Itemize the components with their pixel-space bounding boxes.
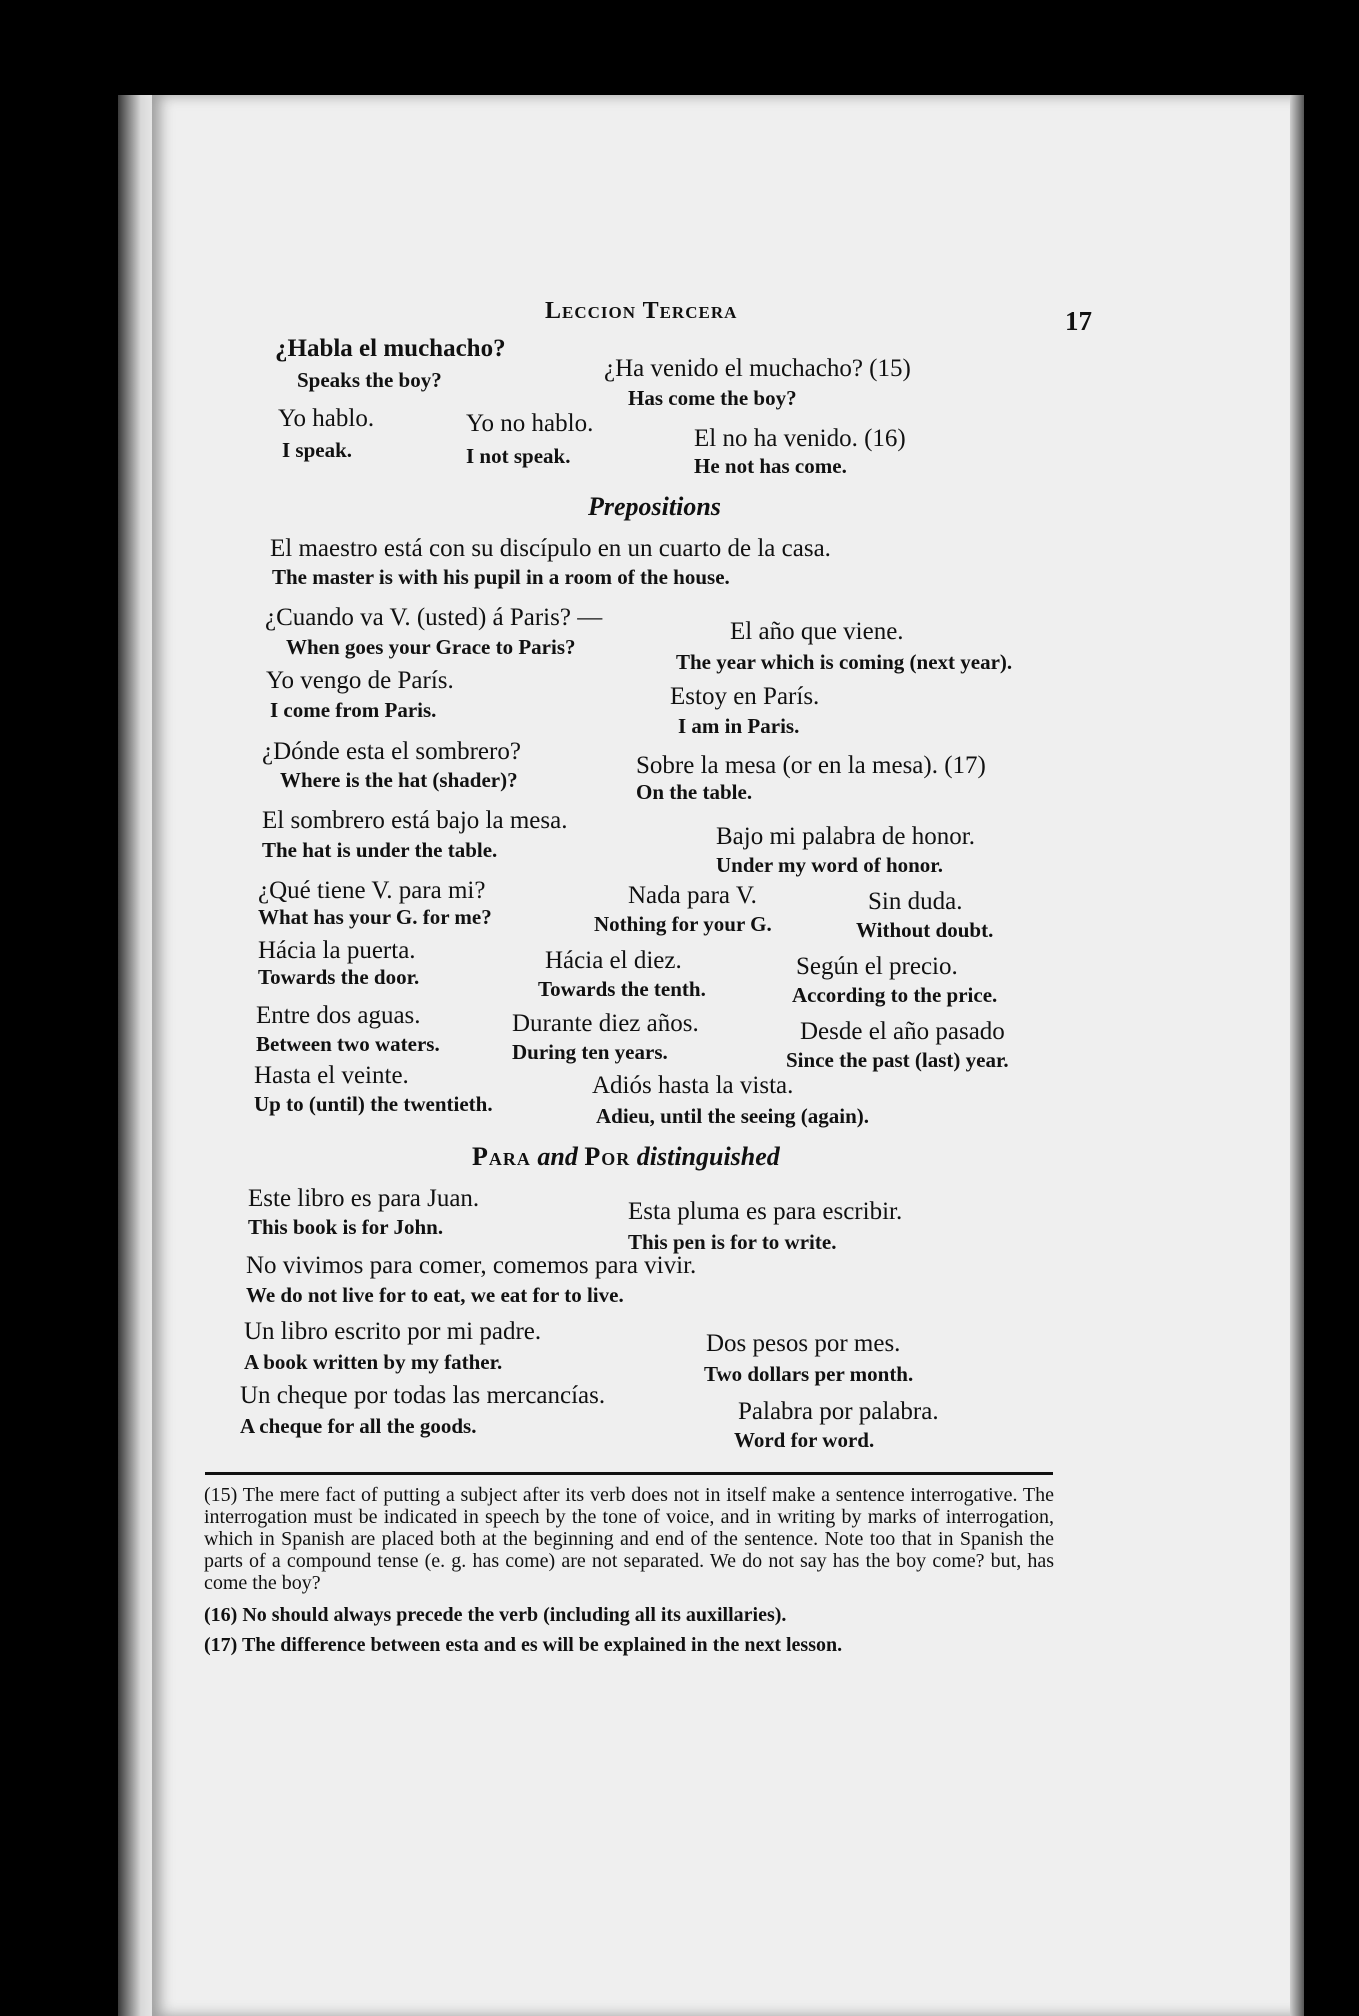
example-es: Este libro es para Juan. <box>248 1185 480 1212</box>
example-es: Bajo mi palabra de honor. <box>716 823 975 850</box>
example-es: Esta pluma es para escribir. <box>628 1198 903 1225</box>
footnote-16: (16) No should always precede the verb (including all its auxillaries). <box>204 1604 787 1626</box>
example-es: Un cheque por todas las mercancías. <box>240 1382 606 1409</box>
example-es: Entre dos aguas. <box>256 1002 421 1029</box>
example-es: Palabra por palabra. <box>738 1398 939 1425</box>
example-en: I come from Paris. <box>270 698 437 722</box>
example-es: El maestro está con su discípulo en un cuarto de la casa. <box>270 535 831 562</box>
footnote-15: (15) The mere fact of putting a subject after its verb does not in itself make a sentence interrogative. The interrogation must be indicated in speech by the tone of voice, and in writing by marks of interrogation, which in Spanish are placed both at the beginning and end of the sentence. Note too that in Spanish the parts of a compound tense (e. g. has come) are not separated. We do not say has the boy come? but, has come the boy? <box>204 1484 1054 1594</box>
example-es: Estoy en París. <box>670 683 820 710</box>
section-heading-prepositions: Prepositions <box>588 492 721 521</box>
example-en: I speak. <box>282 438 353 462</box>
example-es: ¿Qué tiene V. para mi? <box>258 877 486 904</box>
example-en: When goes your Grace to Paris? <box>286 635 576 659</box>
example-es: Hácia la puerta. <box>258 937 416 964</box>
example-es: Hácia el diez. <box>545 947 682 974</box>
example-en: According to the price. <box>792 983 998 1007</box>
example-en: A book written by my father. <box>244 1350 503 1374</box>
example-es: Hasta el veinte. <box>254 1062 409 1089</box>
example-en: During ten years. <box>512 1040 668 1064</box>
example-en: Word for word. <box>734 1428 875 1452</box>
example-en: He not has come. <box>694 454 847 478</box>
example-en: This pen is for to write. <box>628 1230 837 1254</box>
example-es: No vivimos para comer, comemos para vivir. <box>246 1252 697 1279</box>
example-es: Yo hablo. <box>278 405 375 432</box>
example-es: ¿Ha venido el muchacho? (15) <box>604 355 911 382</box>
example-es: Nada para V. <box>628 882 757 909</box>
example-es: Yo vengo de París. <box>266 667 454 694</box>
section-heading-para-por <box>472 1142 780 1172</box>
example-en: We do not live for to eat, we eat for to live. <box>246 1283 624 1307</box>
example-en: Under my word of honor. <box>716 853 943 877</box>
page-number: 17 <box>1065 306 1092 336</box>
example-es: Desde el año pasado <box>800 1018 1005 1045</box>
example-en: I am in Paris. <box>678 714 800 738</box>
example-en: The year which is coming (next year). <box>676 650 1013 674</box>
heading-word: Por <box>584 1142 631 1171</box>
example-en: The master is with his pupil in a room of the house. <box>272 565 730 589</box>
example-es: Durante diez años. <box>512 1010 699 1037</box>
example-en: Without doubt. <box>856 918 994 942</box>
example-en: Speaks the boy? <box>297 368 442 392</box>
example-en: What has your G. for me? <box>258 905 492 929</box>
heading-word: Para <box>472 1142 531 1171</box>
example-es: Según el precio. <box>796 953 958 980</box>
footnote-17: (17) The difference between esta and es will be explained in the next lesson. <box>204 1634 843 1656</box>
example-es: Un libro escrito por mi padre. <box>244 1318 542 1345</box>
example-en: This book is for John. <box>248 1215 444 1239</box>
example-en: Two dollars per month. <box>704 1362 914 1386</box>
example-en: I not speak. <box>466 444 571 468</box>
example-es: Adiós hasta la vista. <box>592 1072 794 1099</box>
example-en: Where is the hat (shader)? <box>280 768 518 792</box>
example-es: Sin duda. <box>868 888 963 915</box>
page-edge <box>1290 95 1304 2016</box>
example-en: Adieu, until the seeing (again). <box>596 1104 870 1128</box>
example-en: Nothing for your G. <box>594 912 772 936</box>
example-es: El año que viene. <box>730 618 904 645</box>
example-en: Since the past (last) year. <box>786 1048 1009 1072</box>
example-es: Dos pesos por mes. <box>706 1330 901 1357</box>
example-es: ¿Habla el muchacho? <box>275 335 506 362</box>
example-en: Has come the boy? <box>628 386 797 410</box>
example-es: ¿Cuando va V. (usted) á Paris? — <box>265 604 603 631</box>
example-en: The hat is under the table. <box>262 838 498 862</box>
example-es: Sobre la mesa (or en la mesa). (17) <box>636 752 986 779</box>
example-es: El no ha venido. (16) <box>694 425 906 452</box>
example-es: Yo no hablo. <box>466 410 594 437</box>
example-en: Between two waters. <box>256 1032 440 1056</box>
footnotes <box>204 1464 1054 1656</box>
example-en: Towards the tenth. <box>538 977 706 1001</box>
example-en: A cheque for all the goods. <box>240 1414 477 1438</box>
heading-word: and <box>537 1142 578 1171</box>
book-spine-shadow <box>118 95 156 2016</box>
heading-word: distinguished <box>636 1142 780 1171</box>
example-es: ¿Dónde esta el sombrero? <box>262 738 521 765</box>
example-es: El sombrero está bajo la mesa. <box>262 807 568 834</box>
example-en: Up to (until) the twentieth. <box>254 1092 493 1116</box>
example-en: On the table. <box>636 780 753 804</box>
example-en: Towards the door. <box>258 965 420 989</box>
running-title: Leccion Tercera <box>545 298 738 324</box>
